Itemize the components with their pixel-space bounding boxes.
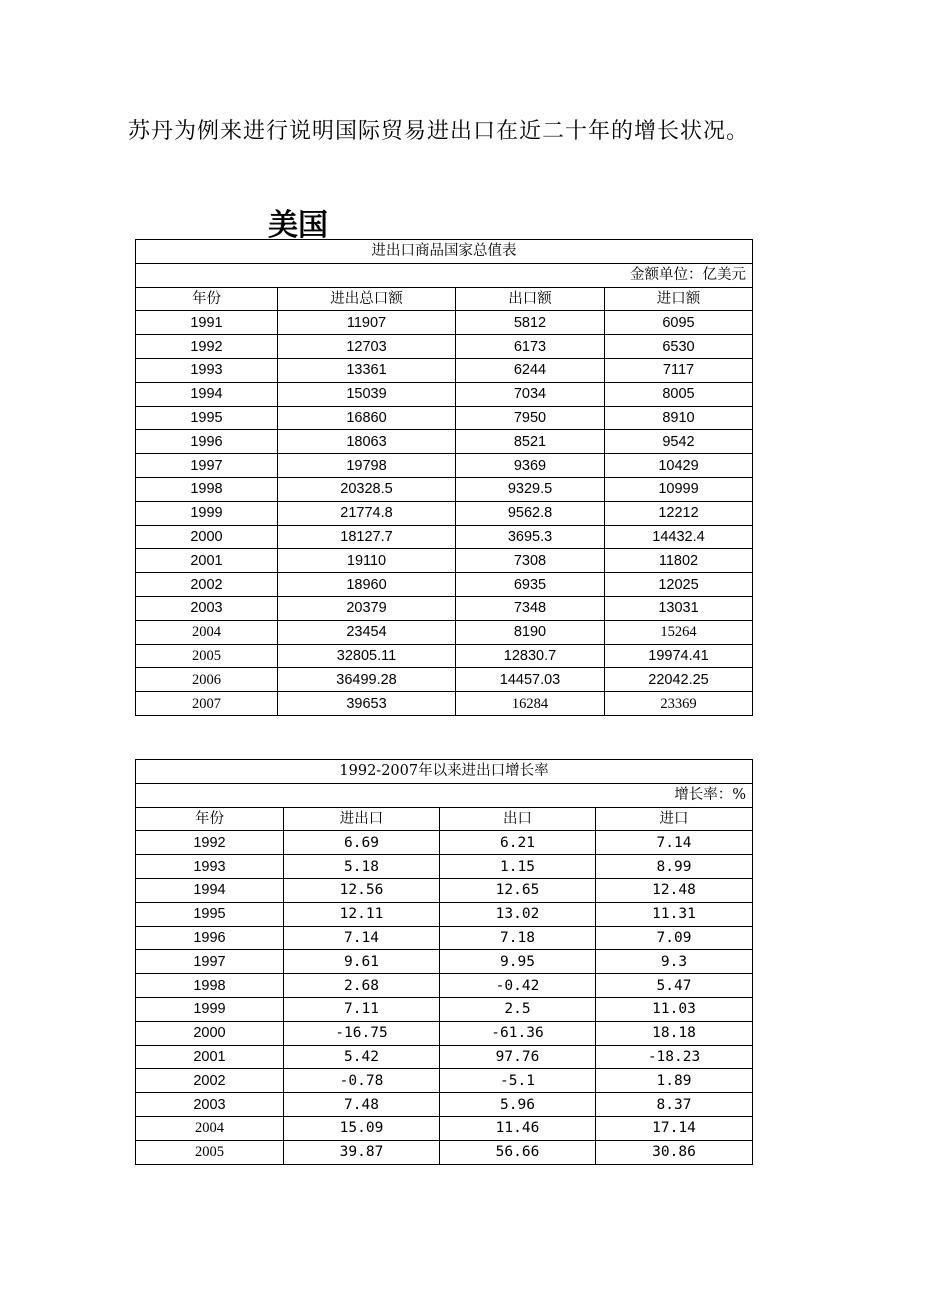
value-cell: 12830.7 [456, 644, 605, 668]
value-cell: 12.56 [284, 878, 440, 902]
column-header: 进口 [596, 807, 753, 831]
value-cell: -16.75 [284, 1021, 440, 1045]
table-row [136, 902, 753, 926]
value-cell: 12025 [605, 573, 753, 597]
column-header: 年份 [136, 287, 278, 311]
year-cell: 2001 [136, 549, 278, 573]
value-cell: 18960 [278, 573, 456, 597]
table-row [136, 644, 753, 668]
column-header: 出口额 [456, 287, 605, 311]
year-cell: 2000 [136, 1021, 284, 1045]
column-header: 年份 [136, 807, 284, 831]
value-cell: 8190 [456, 620, 605, 644]
value-cell: 9369 [456, 454, 605, 478]
year-cell: 2001 [136, 1045, 284, 1069]
year-cell: 1993 [136, 358, 278, 382]
table-row [136, 831, 753, 855]
year-cell: 1996 [136, 926, 284, 950]
value-cell: 1.89 [596, 1069, 753, 1093]
table-row [136, 1140, 753, 1164]
table-row [136, 454, 753, 478]
value-cell: 21774.8 [278, 501, 456, 525]
value-cell: 18127.7 [278, 525, 456, 549]
table-row [136, 692, 753, 716]
value-cell: 19798 [278, 454, 456, 478]
value-cell: 7.18 [440, 926, 596, 950]
year-cell: 2000 [136, 525, 278, 549]
year-cell: 1998 [136, 974, 284, 998]
growth-rate-table [135, 759, 753, 1165]
year-cell: 1992 [136, 831, 284, 855]
value-cell: 14432.4 [605, 525, 753, 549]
year-cell: 2005 [136, 1140, 284, 1164]
year-cell: 2005 [136, 644, 278, 668]
column-header: 进出总口额 [278, 287, 456, 311]
value-cell: 15039 [278, 382, 456, 406]
table-row [136, 335, 753, 359]
value-cell: 11907 [278, 311, 456, 335]
value-cell: 9.61 [284, 950, 440, 974]
year-cell: 1991 [136, 311, 278, 335]
value-cell: 6.69 [284, 831, 440, 855]
table-row [136, 878, 753, 902]
value-cell: 12212 [605, 501, 753, 525]
value-cell: 97.76 [440, 1045, 596, 1069]
year-cell: 2003 [136, 596, 278, 620]
table-row [136, 358, 753, 382]
value-cell: 2.68 [284, 974, 440, 998]
table-row [136, 926, 753, 950]
year-cell: 2003 [136, 1093, 284, 1117]
value-cell: 11.31 [596, 902, 753, 926]
table-unit: 金额单位：亿美元 [136, 263, 753, 287]
table-row [136, 1116, 753, 1140]
year-cell: 1997 [136, 950, 284, 974]
value-cell: 9.3 [596, 950, 753, 974]
year-cell: 1995 [136, 902, 284, 926]
year-cell: 2002 [136, 1069, 284, 1093]
table-title: 1992-2007年以来进出口增长率 [136, 760, 753, 784]
table-row [136, 430, 753, 454]
value-cell: 22042.25 [605, 668, 753, 692]
value-cell: 1.15 [440, 855, 596, 879]
value-cell: 7.48 [284, 1093, 440, 1117]
value-cell: 5.42 [284, 1045, 440, 1069]
year-cell: 1993 [136, 855, 284, 879]
table-title-row [136, 760, 753, 784]
table-row [136, 1069, 753, 1093]
value-cell: 7.09 [596, 926, 753, 950]
year-cell: 1997 [136, 454, 278, 478]
value-cell: 7117 [605, 358, 753, 382]
value-cell: 9.95 [440, 950, 596, 974]
value-cell: 5.96 [440, 1093, 596, 1117]
value-cell: 11.46 [440, 1116, 596, 1140]
value-cell: 8.99 [596, 855, 753, 879]
value-cell: 32805.11 [278, 644, 456, 668]
value-cell: 5.47 [596, 974, 753, 998]
table-row [136, 855, 753, 879]
value-cell: 11802 [605, 549, 753, 573]
table-row [136, 477, 753, 501]
year-cell: 2004 [136, 1116, 284, 1140]
table-row [136, 974, 753, 998]
value-cell: 9329.5 [456, 477, 605, 501]
year-cell: 2006 [136, 668, 278, 692]
value-cell: 11.03 [596, 997, 753, 1021]
value-cell: 8.37 [596, 1093, 753, 1117]
value-cell: 5812 [456, 311, 605, 335]
value-cell: 19974.41 [605, 644, 753, 668]
year-cell: 1999 [136, 997, 284, 1021]
value-cell: 18063 [278, 430, 456, 454]
value-cell: 6530 [605, 335, 753, 359]
table-row [136, 406, 753, 430]
value-cell: 13.02 [440, 902, 596, 926]
value-cell: 23369 [605, 692, 753, 716]
value-cell: 6095 [605, 311, 753, 335]
value-cell: 6173 [456, 335, 605, 359]
value-cell: 39.87 [284, 1140, 440, 1164]
value-cell: 3695.3 [456, 525, 605, 549]
table-row [136, 573, 753, 597]
column-header: 进出口 [284, 807, 440, 831]
value-cell: -18.23 [596, 1045, 753, 1069]
value-cell: 12.11 [284, 902, 440, 926]
table-row [136, 549, 753, 573]
value-cell: 15.09 [284, 1116, 440, 1140]
table-row [136, 997, 753, 1021]
country-title: 美国 [268, 208, 328, 243]
value-cell: 12.48 [596, 878, 753, 902]
table-row [136, 311, 753, 335]
column-header: 出口 [440, 807, 596, 831]
table-header-row [136, 287, 753, 311]
value-cell: 7950 [456, 406, 605, 430]
value-cell: 9562.8 [456, 501, 605, 525]
value-cell: 20328.5 [278, 477, 456, 501]
year-cell: 1998 [136, 477, 278, 501]
table-row [136, 620, 753, 644]
value-cell: 36499.28 [278, 668, 456, 692]
value-cell: 7348 [456, 596, 605, 620]
value-cell: 2.5 [440, 997, 596, 1021]
table-row [136, 668, 753, 692]
value-cell: 7.14 [284, 926, 440, 950]
table-unit-row [136, 263, 753, 287]
value-cell: 30.86 [596, 1140, 753, 1164]
table-row [136, 1021, 753, 1045]
value-cell: 7308 [456, 549, 605, 573]
value-cell: 13361 [278, 358, 456, 382]
table-title-row [136, 240, 753, 264]
value-cell: 16284 [456, 692, 605, 716]
value-cell: 6244 [456, 358, 605, 382]
value-cell: 18.18 [596, 1021, 753, 1045]
year-cell: 2002 [136, 573, 278, 597]
value-cell: 39653 [278, 692, 456, 716]
value-cell: 12703 [278, 335, 456, 359]
intro-paragraph: 苏丹为例来进行说明国际贸易进出口在近二十年的增长状况。 [128, 119, 750, 144]
value-cell: 8521 [456, 430, 605, 454]
table-row [136, 1045, 753, 1069]
value-cell: 13031 [605, 596, 753, 620]
year-cell: 1994 [136, 382, 278, 406]
year-cell: 1994 [136, 878, 284, 902]
value-cell: 56.66 [440, 1140, 596, 1164]
value-cell: 7.14 [596, 831, 753, 855]
value-cell: 6.21 [440, 831, 596, 855]
value-cell: 9542 [605, 430, 753, 454]
value-cell: 8910 [605, 406, 753, 430]
value-cell: -0.42 [440, 974, 596, 998]
year-cell: 1999 [136, 501, 278, 525]
table-row [136, 382, 753, 406]
value-cell: 16860 [278, 406, 456, 430]
value-cell: -5.1 [440, 1069, 596, 1093]
trade-value-table [135, 239, 753, 716]
table-row [136, 596, 753, 620]
column-header: 进口额 [605, 287, 753, 311]
table-header-row [136, 807, 753, 831]
table-row [136, 501, 753, 525]
value-cell: -61.36 [440, 1021, 596, 1045]
value-cell: 7.11 [284, 997, 440, 1021]
value-cell: 5.18 [284, 855, 440, 879]
value-cell: 19110 [278, 549, 456, 573]
value-cell: 14457.03 [456, 668, 605, 692]
value-cell: -0.78 [284, 1069, 440, 1093]
value-cell: 10429 [605, 454, 753, 478]
value-cell: 7034 [456, 382, 605, 406]
table-unit-row [136, 783, 753, 807]
table-title: 进出口商品国家总值表 [136, 240, 753, 264]
table-unit: 增长率：% [136, 783, 753, 807]
value-cell: 15264 [605, 620, 753, 644]
value-cell: 6935 [456, 573, 605, 597]
year-cell: 1992 [136, 335, 278, 359]
year-cell: 2007 [136, 692, 278, 716]
year-cell: 1996 [136, 430, 278, 454]
value-cell: 10999 [605, 477, 753, 501]
year-cell: 2004 [136, 620, 278, 644]
table-row [136, 1093, 753, 1117]
year-cell: 1995 [136, 406, 278, 430]
table-row [136, 525, 753, 549]
value-cell: 20379 [278, 596, 456, 620]
table-row [136, 950, 753, 974]
value-cell: 8005 [605, 382, 753, 406]
value-cell: 23454 [278, 620, 456, 644]
value-cell: 17.14 [596, 1116, 753, 1140]
value-cell: 12.65 [440, 878, 596, 902]
